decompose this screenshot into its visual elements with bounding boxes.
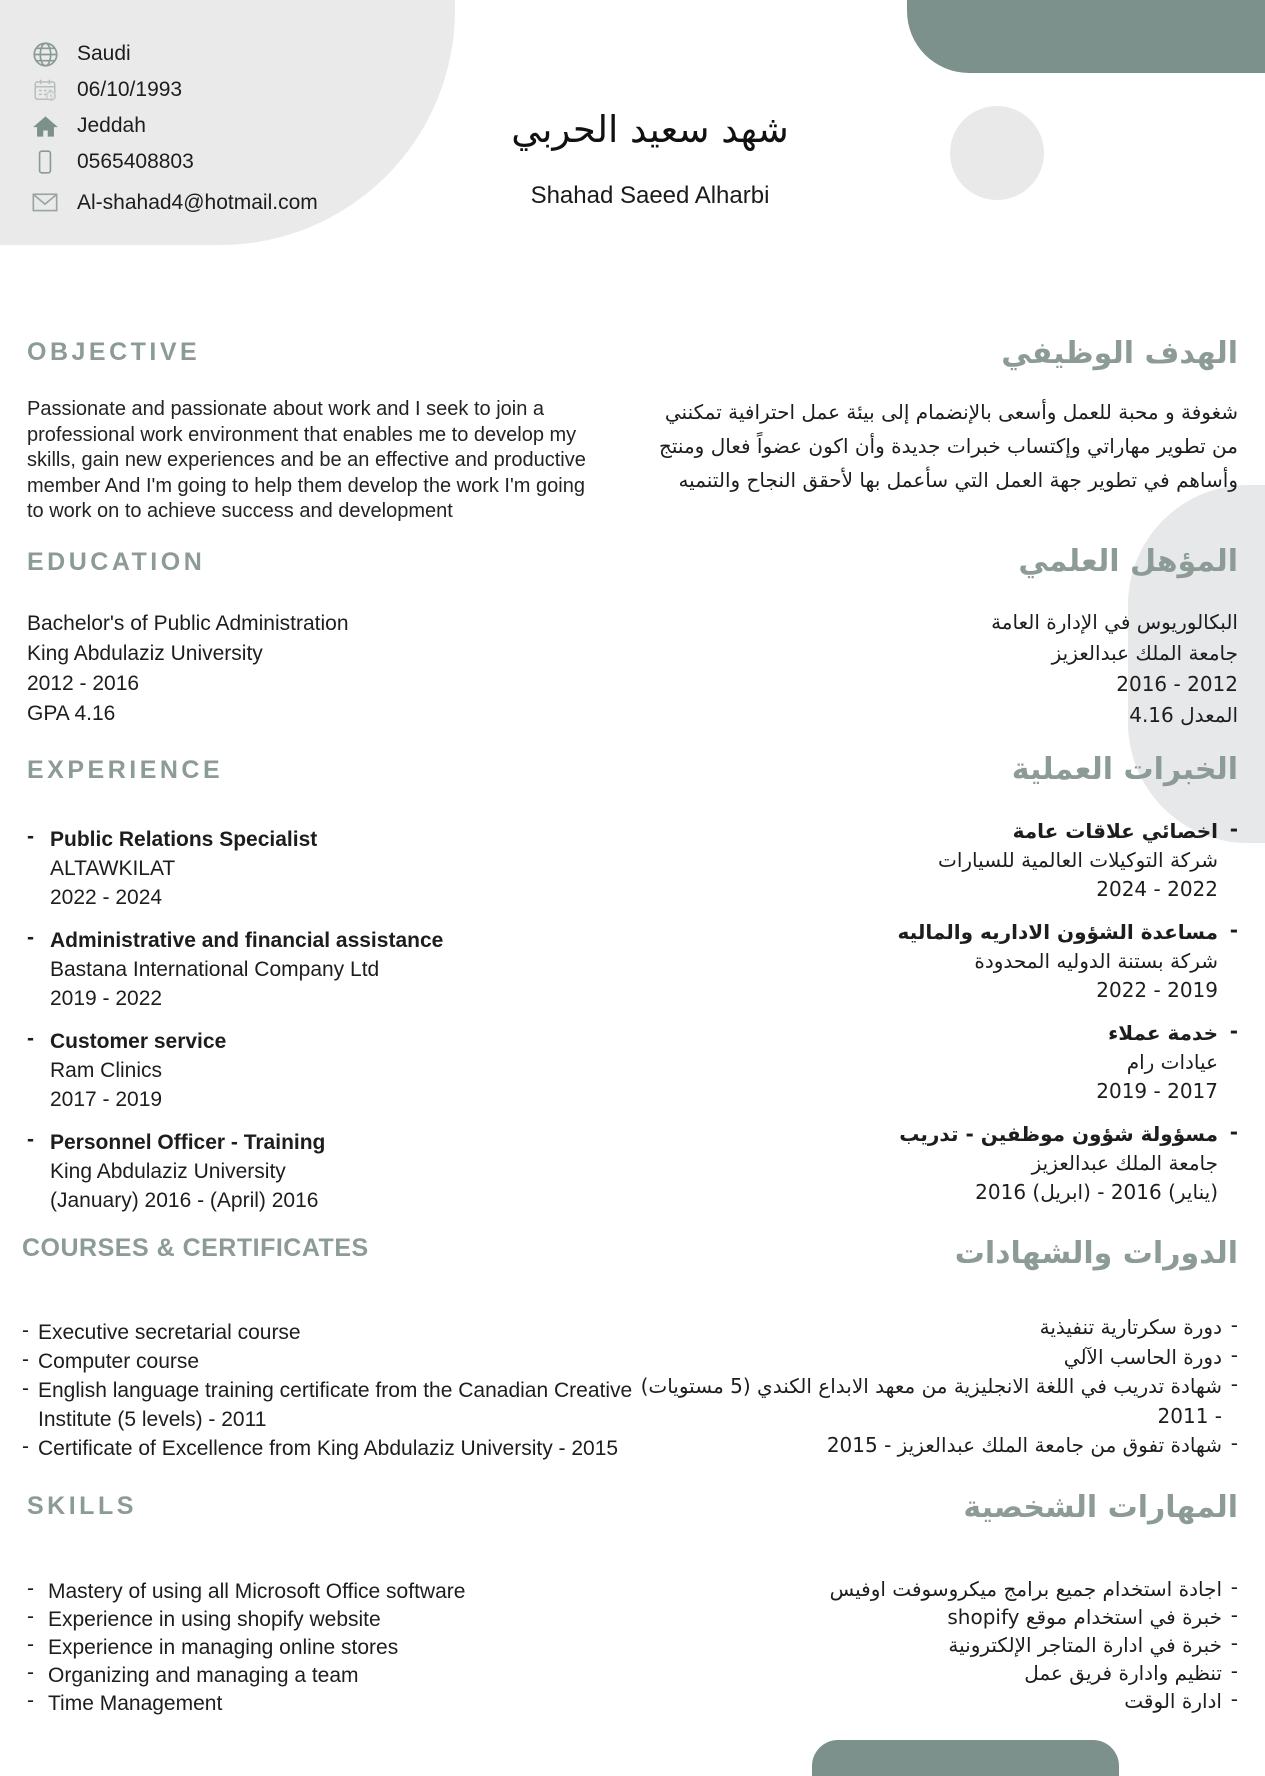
experience-title: - Customer service — [50, 1030, 227, 1053]
experience-item — [27, 1027, 627, 1114]
education-heading-ar: المؤهل العلمي — [1018, 544, 1238, 579]
globe-icon — [30, 41, 60, 68]
skill-item: - Experience in managing online stores — [27, 1634, 587, 1662]
experience-item — [638, 1120, 1238, 1207]
course-item: - شهادة تدريب في اللغة الانجليزية من معهد الابداع الكندي (5 مستويات) - 2011 — [638, 1372, 1238, 1431]
experience-title: - Public Relations Specialist — [50, 828, 318, 851]
experience-heading-en: EXPERIENCE — [27, 756, 224, 784]
education-lines-ar — [718, 607, 1238, 731]
email-icon — [30, 190, 60, 217]
experience-company: عيادات رام — [1126, 1050, 1218, 1074]
course-item: - English language training certificate from the Canadian Creative Institute (5 levels) - 2011 — [22, 1376, 637, 1434]
contact-row-city — [30, 108, 318, 144]
course-item: - دورة سكرتارية تنفيذية — [638, 1313, 1238, 1343]
skill-item: - تنظيم وادارة فريق عمل — [678, 1659, 1238, 1687]
skill-item: - ادارة الوقت — [678, 1687, 1238, 1715]
contact-email: Al-shahad4@hotmail.com — [77, 191, 318, 214]
experience-item — [638, 1019, 1238, 1106]
education-line: 2012 - 2016 — [1116, 672, 1238, 696]
experience-company: ALTAWKILAT — [50, 857, 176, 880]
education-line: البكالوريوس في الإدارة العامة — [991, 610, 1238, 634]
section-experience-en — [27, 756, 627, 1229]
name-arabic: شهد سعيد الحربي — [511, 108, 789, 151]
section-courses-en — [22, 1234, 637, 1463]
experience-items-en — [27, 825, 627, 1215]
experience-company: شركة التوكيلات العالمية للسيارات — [938, 848, 1218, 872]
header-gray-circle — [950, 106, 1044, 200]
objective-heading-ar: الهدف الوظيفي — [1001, 336, 1238, 371]
courses-heading-ar: الدورات والشهادات — [954, 1236, 1238, 1271]
experience-dates: 2022 - 2024 — [50, 886, 163, 909]
education-line: 2012 - 2016 — [27, 672, 140, 695]
contact-block — [30, 36, 318, 221]
home-icon — [30, 113, 60, 140]
courses-list-en — [22, 1318, 637, 1463]
course-item: - Computer course — [22, 1347, 637, 1376]
skills-heading-en: SKILLS — [27, 1492, 137, 1520]
skill-item: - اجادة استخدام جميع برامج ميكروسوفت اوفيس — [678, 1575, 1238, 1603]
contact-row-birthdate — [30, 72, 318, 108]
contact-birthdate: 06/10/1993 — [77, 78, 183, 101]
contact-row-nationality — [30, 36, 318, 72]
experience-dates: 2022 - 2024 — [1096, 877, 1218, 901]
contact-city: Jeddah — [77, 114, 146, 137]
section-education-ar — [718, 544, 1238, 731]
contact-row-phone — [30, 144, 318, 180]
skill-item: - Organizing and managing a team — [27, 1662, 587, 1690]
experience-dates: 2019 - 2022 — [1096, 978, 1218, 1002]
skill-item: - خبرة في ادارة المتاجر الإلكترونية — [678, 1631, 1238, 1659]
course-item: - شهادة تفوق من جامعة الملك عبدالعزيز - 2015 — [638, 1431, 1238, 1461]
course-item: - دورة الحاسب الآلي — [638, 1343, 1238, 1373]
education-lines-en — [27, 609, 527, 729]
experience-item — [27, 926, 627, 1013]
bottom-sage-bar — [812, 1740, 1119, 1776]
phone-icon — [30, 149, 60, 176]
experience-item — [27, 1128, 627, 1215]
experience-company: شركة بستنة الدوليه المحدودة — [974, 949, 1218, 973]
section-skills-ar — [678, 1490, 1238, 1715]
courses-heading-en: COURSES & CERTIFICATES — [22, 1234, 369, 1262]
experience-item — [638, 918, 1238, 1005]
experience-item — [27, 825, 627, 912]
section-education-en — [27, 548, 527, 729]
objective-body-en: Passionate and passionate about work and I seek to join a professional work environment that enables me to develop my skills, gain new experiences and be an effective and productive member And I'm going to help them develop the work I'm going to work on to achieve success and development — [27, 398, 586, 522]
experience-company: جامعة الملك عبدالعزيز — [1031, 1151, 1218, 1175]
education-line: المعدل 4.16 — [1129, 703, 1238, 727]
education-line: King Abdulaziz University — [27, 642, 263, 665]
section-objective-en — [27, 338, 602, 525]
experience-company: Bastana International Company Ltd — [50, 958, 380, 981]
experience-item — [638, 817, 1238, 904]
experience-items-ar — [638, 817, 1238, 1207]
calendar-icon — [30, 77, 60, 104]
experience-dates: 2017 - 2019 — [50, 1088, 163, 1111]
objective-body-ar: شغوفة و محبة للعمل وأسعى بالإنضمام إلى بيئة عمل احترافية تمكنني من تطوير مهاراتي وإكتساب خبرات جديدة وأن اكون عضواً فعال ومنتج وأساهم في تطوير جهة العمل التي سأعمل بها لأحقق النجاح والتنميه — [658, 400, 1238, 492]
course-item: - Executive secretarial course — [22, 1318, 637, 1347]
experience-company: King Abdulaziz University — [50, 1160, 286, 1183]
experience-heading-ar: الخبرات العملية — [1011, 752, 1238, 787]
skill-item: - Experience in using shopify website — [27, 1606, 587, 1634]
experience-title: - Personnel Officer - Training — [50, 1131, 326, 1154]
contact-row-email — [30, 185, 318, 221]
education-line: GPA 4.16 — [27, 702, 116, 725]
header-sage-corner — [907, 0, 1265, 73]
courses-list-ar — [638, 1313, 1238, 1461]
experience-company: Ram Clinics — [50, 1059, 163, 1082]
experience-title: - اخصائي علاقات عامة — [1012, 819, 1218, 843]
section-courses-ar — [638, 1236, 1238, 1461]
course-item: - Certificate of Excellence from King Abdulaziz University - 2015 — [22, 1434, 637, 1463]
education-line: جامعة الملك عبدالعزيز — [1051, 641, 1238, 665]
experience-dates: (يناير) 2016 - (ابريل) 2016 — [975, 1180, 1218, 1204]
experience-dates: (January) 2016 - (April) 2016 — [50, 1189, 319, 1212]
education-line: Bachelor's of Public Administration — [27, 612, 349, 635]
skill-item: - Mastery of using all Microsoft Office software — [27, 1578, 587, 1606]
contact-phone: 0565408803 — [77, 150, 194, 173]
experience-title: - مساعدة الشؤون الاداريه والماليه — [897, 920, 1218, 944]
skills-list-ar — [678, 1575, 1238, 1715]
experience-title: - مسؤولة شؤون موظفين - تدريب — [899, 1122, 1218, 1146]
skills-list-en — [27, 1578, 587, 1718]
experience-title: - خدمة عملاء — [1108, 1021, 1218, 1045]
objective-heading-en: OBJECTIVE — [27, 338, 201, 366]
section-experience-ar — [638, 752, 1238, 1221]
skill-item: - خبرة في استخدام موقع shopify — [678, 1603, 1238, 1631]
experience-title: - Administrative and financial assistance — [50, 929, 444, 952]
name-english: Shahad Saeed Alharbi — [530, 182, 770, 209]
skill-item: - Time Management — [27, 1690, 587, 1718]
experience-dates: 2017 - 2019 — [1096, 1079, 1218, 1103]
skills-heading-ar: المهارات الشخصية — [963, 1490, 1238, 1525]
experience-dates: 2019 - 2022 — [50, 987, 163, 1010]
section-objective-ar — [638, 336, 1238, 497]
contact-nationality: Saudi — [77, 42, 131, 65]
education-heading-en: EDUCATION — [27, 548, 206, 576]
section-skills-en — [27, 1492, 587, 1718]
